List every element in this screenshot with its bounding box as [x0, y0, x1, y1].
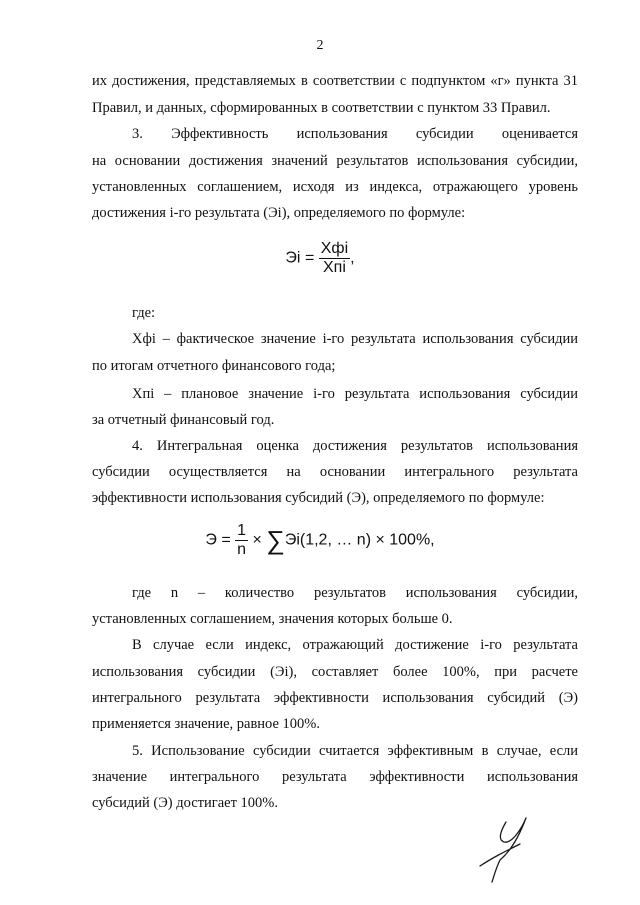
- formula1-lhs: Эi: [285, 249, 301, 267]
- formula2-sum-sign: ∑: [266, 525, 285, 555]
- text-line: Хпi – плановое значение i-го результата использования субсидии: [132, 386, 578, 402]
- formula-efficiency-index: [0, 240, 640, 277]
- page-number: 2: [316, 38, 324, 53]
- text-line: 4. Интегральная оценка достижения результатов использования: [132, 438, 578, 454]
- text-line: Хфi – фактическое значение i-го результата использования субсидии: [132, 331, 578, 347]
- text-line: по итогам отчетного финансового года;: [92, 358, 336, 374]
- text-line: установленных соглашением, значения которых больше 0.: [92, 611, 453, 627]
- formula2-denominator: n: [237, 541, 247, 558]
- signature-mark: [470, 810, 550, 885]
- formula1-tail: ,: [350, 249, 355, 267]
- text-line: применяется значение, равное 100%.: [92, 716, 320, 732]
- text-line: 5. Использование субсидии считается эффективным в случае, если: [132, 743, 578, 759]
- text-line: В случае если индекс, отражающий достижение i-го результата: [132, 637, 578, 653]
- formula1-denominator: Хпi: [322, 259, 346, 276]
- text-line: Правил, и данных, сформированных в соответствии с пунктом 33 Правил.: [92, 100, 551, 116]
- formula2-numerator: 1: [237, 522, 247, 539]
- text-line: установленных соглашением, исходя из индекса, отражающего уровень: [92, 179, 578, 195]
- formula2-fraction: [235, 522, 248, 559]
- text-line: на основании достижения значений результатов использования субсидии,: [92, 153, 578, 169]
- formula2-times: ×: [252, 531, 262, 549]
- formula1-eq: =: [304, 249, 315, 267]
- text-line: эффективности использования субсидий (Э), определяемого по формуле:: [92, 490, 545, 506]
- formula2-eq: =: [221, 531, 231, 549]
- formula2-tail: × 100%,: [375, 531, 435, 549]
- text-line: субсидий (Э) достигает 100%.: [92, 795, 279, 811]
- formula2-lhs: Э: [205, 531, 217, 549]
- formula1-fraction: [319, 240, 350, 277]
- text-line: значение интегрального результата эффективности использования: [92, 769, 578, 785]
- text-line: субсидии осуществляется на основании интегрального результата: [92, 464, 578, 480]
- text-line: достижения i-го результата (Эi), определяемого по формуле:: [92, 205, 466, 221]
- text-line: где:: [132, 305, 156, 321]
- text-line: 3. Эффективность использования субсидии оценивается: [132, 126, 578, 142]
- formula1-numerator: Хфi: [320, 240, 349, 257]
- text-line: за отчетный финансовый год.: [92, 412, 275, 428]
- text-line: их достижения, представляемых в соответствии с подпунктом «г» пункта 31: [92, 73, 578, 89]
- formula-integral-assessment: [0, 522, 640, 559]
- text-line: где n – количество результатов использования субсидии,: [132, 585, 578, 601]
- formula2-body: Эi(1,2, … n): [284, 531, 372, 549]
- text-line: интегрального результата эффективности использования субсидий (Э): [92, 690, 578, 706]
- text-line: использования субсидии (Эi), составляет более 100%, при расчете: [92, 664, 578, 680]
